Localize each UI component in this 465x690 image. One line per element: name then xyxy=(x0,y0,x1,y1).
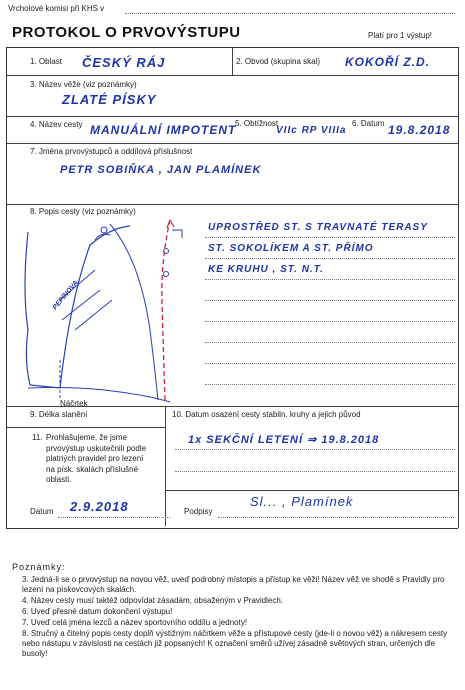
rule-10-2 xyxy=(175,471,455,472)
field-10-label: 10. Datum osazení cesty stabiln. kruhy a jejich původ xyxy=(172,410,361,419)
note-item: 7. Uveď celá jména lezců a název sportovního oddílu a jednoty! xyxy=(22,618,248,627)
note-item: 8. Stručný a čitelný popis cesty doplň výstižným náčrtkem věže a přístupové cesty (jde-li o novou věž) a nákresem cesty nebo nástupu v závislosti na cestách již popsaných! K označení směrů užívej zásadně světových stran, určených dle busoly! xyxy=(22,629,448,658)
rule-10-1 xyxy=(175,449,455,450)
field-7-value: PETR SOBIŇKA , JAN PLAMÍNEK xyxy=(60,164,262,176)
row-line-10 xyxy=(166,490,458,491)
field-11-number: 11. xyxy=(32,433,43,442)
field-6-label: 6. Datum xyxy=(352,119,385,128)
field-1-value: ČESKÝ RÁJ xyxy=(82,55,166,70)
sign-rule xyxy=(218,517,454,518)
field-2-value: KOKOŘÍ Z.D. xyxy=(345,55,430,69)
signatures-value: Sl... , Plamínek xyxy=(250,494,354,509)
commission-line: Vrcholové komisi při KHS v xyxy=(8,4,105,13)
field-1-label: 1. Oblast xyxy=(30,57,63,66)
frame-right xyxy=(458,47,459,528)
field-11-text: Prohlašujeme, že jsme prvovýstup uskutečnili podle platných pravidel pro lezení na písk. skalách příslušné oblasti. xyxy=(46,433,147,484)
valid-note: Platí pro 1 výstup! xyxy=(368,31,433,40)
signatures-label: Podpisy xyxy=(184,507,213,516)
field-4-label: 4. Název cesty xyxy=(30,120,83,129)
field-8-desc-line-1: UPROSTŘED ST. S TRAVNATÉ TERASY xyxy=(208,222,428,233)
date-label: Datum xyxy=(30,507,54,516)
field-5-label: 5. Obtížnost xyxy=(235,119,279,128)
frame-left xyxy=(6,47,7,528)
field-6-value: 19.8.2018 xyxy=(388,123,451,137)
row-line-8 xyxy=(6,406,458,407)
field-3-value: ZLATÉ PÍSKY xyxy=(62,92,157,107)
sketch-note: PEPÍNOVA xyxy=(51,279,80,312)
field-5-value: VIIc RP VIIIa xyxy=(276,125,347,136)
field-8-label: 8. Popis cesty (viz poznámky) xyxy=(30,207,136,216)
frame-bottom xyxy=(6,528,458,529)
notes-heading: Poznámky: xyxy=(12,562,66,572)
note-item: 4. Název cesty musí taktéž odpovídat zásadám, obsaženým v Pravidlech. xyxy=(22,596,284,605)
field-7-label: 7. Jména prvovýstupců a oddílová příslušnost xyxy=(30,147,193,156)
date-value: 2.9.2018 xyxy=(70,499,129,514)
field-4-value: MANUÁLNÍ IMPOTENT xyxy=(90,123,237,137)
field-9-label: 9. Délka slanění xyxy=(30,410,88,419)
field-8-desc-line-2: ST. SOKOLÍKEM A ST. PŘÍMO xyxy=(208,243,374,254)
field-2-label: 2. Obvod (skupina skal) xyxy=(236,57,321,66)
note-item: 3. Jedná-li se o prvovýstup na novou věž, uveď podrobný místopis a přístup ke věži! Název věž ve shodě s Pravidly pro lezení na pískovcových skalách. xyxy=(22,575,445,594)
date-rule xyxy=(58,517,170,518)
row-line-9 xyxy=(6,427,166,428)
field-3-label: 3. Název věže (viz poznámky) xyxy=(30,80,137,89)
sketch-label: Náčrtek xyxy=(60,399,88,408)
divider-9-10 xyxy=(165,406,166,526)
page-title: PROTOKOL O PRVOVÝSTUPU xyxy=(12,24,241,41)
field-10-value: 1x SEKČNÍ LETENÍ ⇒ 19.8.2018 xyxy=(188,434,380,446)
field-8-desc-line-3: KE KRUHU , ST. N.T. xyxy=(208,264,324,275)
notes-list xyxy=(22,575,452,659)
note-item: 6. Uveď přesné datum dokončení výstupu! xyxy=(22,607,173,616)
